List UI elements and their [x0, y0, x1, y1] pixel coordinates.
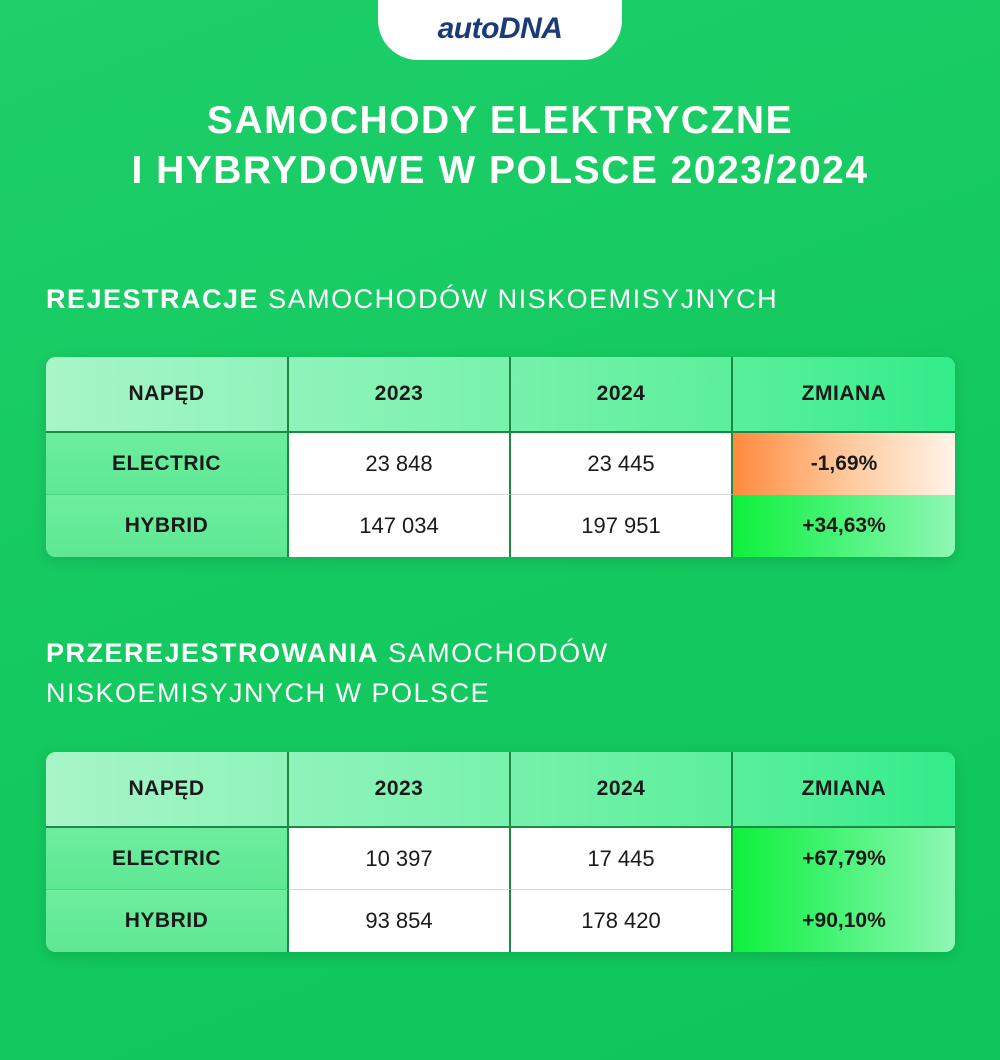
section-title-bold: PRZEREJESTROWANIA — [46, 638, 380, 668]
table-row — [46, 890, 955, 952]
table-header-row — [46, 752, 955, 828]
header-drive: NAPĘD — [46, 752, 289, 826]
section-title-reregistrations — [46, 633, 609, 713]
page-title-line-1: SAMOCHODY ELEKTRYCZNE — [206, 99, 794, 142]
value-2023: 147 034 — [289, 495, 511, 557]
page-title — [0, 96, 1000, 196]
header-change: ZMIANA — [801, 382, 887, 405]
change-value: +67,79% — [733, 828, 955, 890]
value-2024: 23 445 — [511, 433, 733, 495]
section-title-registrations — [46, 279, 778, 319]
value-2023: 93 854 — [289, 890, 511, 952]
change-value: +90,10% — [733, 890, 955, 952]
logo-tab — [378, 0, 622, 60]
row-label: ELECTRIC — [46, 828, 289, 890]
section-title-light-line-2: NISKOEMISYJNYCH W POLSCE — [46, 678, 491, 708]
table-row — [46, 828, 955, 890]
row-label: ELECTRIC — [46, 433, 289, 495]
reregistrations-table — [46, 752, 955, 952]
header-2024: 2024 — [511, 752, 733, 826]
page-title-line-2: I HYBRYDOWE W POLSCE 2023/2024 — [131, 149, 869, 192]
value-2024: 17 445 — [511, 828, 733, 890]
row-label: HYBRID — [46, 495, 289, 557]
value-2024: 178 420 — [511, 890, 733, 952]
header-drive: NAPĘD — [46, 357, 289, 431]
header-change: ZMIANA — [801, 777, 887, 800]
header-2023: 2023 — [289, 357, 511, 431]
registrations-table — [46, 357, 955, 557]
table-header-row — [46, 357, 955, 433]
section-title-bold: REJESTRACJE — [46, 284, 260, 314]
section-title-light: SAMOCHODÓW NISKOEMISYJNYCH — [268, 284, 779, 314]
change-value: -1,69% — [733, 433, 955, 495]
header-2024: 2024 — [511, 357, 733, 431]
value-2024: 197 951 — [511, 495, 733, 557]
table-row — [46, 433, 955, 495]
change-value: +34,63% — [733, 495, 955, 557]
value-2023: 10 397 — [289, 828, 511, 890]
value-2023: 23 848 — [289, 433, 511, 495]
header-2023: 2023 — [289, 752, 511, 826]
section-title-light: SAMOCHODÓW — [388, 638, 609, 668]
row-label: HYBRID — [46, 890, 289, 952]
table-row — [46, 495, 955, 557]
autodna-logo: autoDNA — [437, 12, 563, 45]
